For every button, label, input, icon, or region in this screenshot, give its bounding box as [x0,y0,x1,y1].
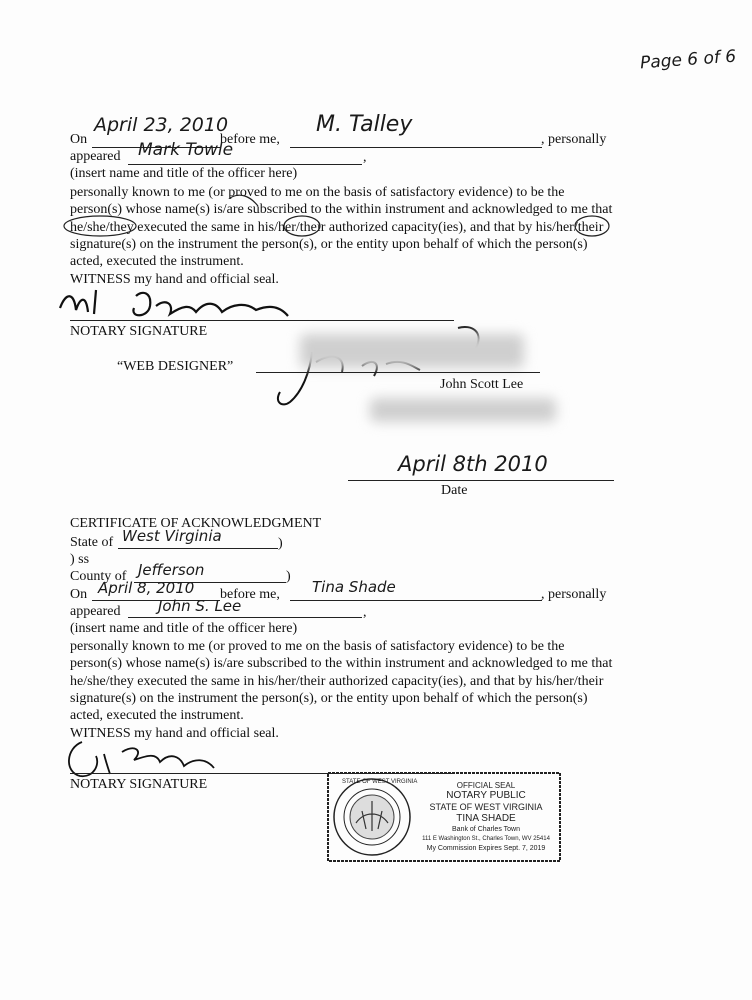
ack1-officer-handwritten: M. Talley [316,112,413,137]
seal-line: 111 E Washington St., Charles Town, WV 25414 [422,836,550,842]
cert-body-line: he/she/they executed the same in his/her/their authorized capacity(ies), and that by his/her/their [70,674,604,689]
cert-date-handwritten: April 8, 2010 [98,579,195,597]
redacted-signature [300,334,524,368]
cert-appeared-label: appeared [70,604,121,619]
seal-line: NOTARY PUBLIC [446,790,526,801]
cert-county-label: County of [70,569,127,584]
cert-on-label: On [70,587,88,602]
designer-signature-line [256,372,540,373]
notary-signature-label-1: NOTARY SIGNATURE [70,324,208,339]
cert-insert-note: (insert name and title of the officer here) [70,621,298,636]
cert-body-line: person(s) whose name(s) is/are subscribed to the within instrument and acknowledged to me that [70,656,613,671]
web-designer-label: “WEB DESIGNER” [117,359,234,374]
ack1-appeared-label: appeared [70,149,121,164]
cert-state-line [118,548,278,549]
cert-officer-line [290,600,542,601]
cert-personally: , personally [541,587,607,602]
ack1-appeared-handwritten: Mark Towle [138,140,234,160]
ack1-body-line: personally known to me (or proved to me on the basis of satisfactory evidence) to be the [70,185,565,200]
ack1-before-me: before me, [220,132,280,147]
seal-line: My Commission Expires Sept. 7, 2019 [426,845,546,852]
ack1-body-line: he/she/they executed the same in his/her/their authorized capacity(ies), and that by his/her/their [70,220,604,235]
ack1-witness: WITNESS my hand and official seal. [70,272,279,287]
notary-signature-line-1 [70,320,454,321]
seal-line: Bank of Charles Town [452,826,520,833]
cert-appeared-line [128,617,362,618]
cert-body-line: signature(s) on the instrument the person(s), or the entity upon behalf of which the person(s) [70,691,588,706]
designer-date-handwritten: April 8th 2010 [398,452,548,476]
ack1-date-handwritten: April 23, 2010 [94,114,229,136]
cert-appeared-comma: , [363,605,367,620]
seal-line: STATE OF WEST VIRGINIA [429,802,543,812]
designer-printed-name: John Scott Lee [440,377,524,392]
cert-ss-label: ) ss [70,552,90,567]
ack1-appeared-comma: , [363,150,367,165]
cert-witness: WITNESS my hand and official seal. [70,726,279,741]
notary-signature-label-2: NOTARY SIGNATURE [70,777,208,792]
cert-appeared-handwritten: John S. Lee [158,597,242,615]
ack1-body-line: person(s) whose name(s) is/are subscribed to the within instrument and acknowledged to me that [70,202,613,217]
cert-body-line: acted, executed the instrument. [70,708,244,723]
cert-county-handwritten: Jefferson [138,561,205,579]
cert-body-line: personally known to me (or proved to me on the basis of satisfactory evidence) to be the [70,639,565,654]
redacted-address [370,398,556,422]
seal-line: TINA SHADE [456,813,516,824]
cert-county-paren: ) [286,569,291,584]
ack1-body-line: acted, executed the instrument. [70,254,244,269]
notary-signature-scrawl [56,288,296,328]
page-number-note: Page 6 of 6 [639,46,737,74]
cert-state-paren: ) [278,536,283,551]
certificate-heading: CERTIFICATE OF ACKNOWLEDGMENT [70,516,322,531]
designer-date-line [348,480,614,481]
notary-seal-stamp [326,771,562,863]
ack1-personally: , personally [541,132,607,147]
cert-officer-handwritten: Tina Shade [312,578,396,596]
ack1-on-label: On [70,132,88,147]
seal-line: OFFICIAL SEAL [456,781,516,790]
cert-before-me: before me, [220,587,280,602]
seal-ring-text: STATE OF WEST VIRGINIA [342,779,418,785]
designer-date-label: Date [441,483,468,498]
cert-state-label: State of [70,535,114,550]
ack1-body-line: signature(s) on the instrument the person(s), or the entity upon behalf of which the person(s) [70,237,588,252]
cert-state-handwritten: West Virginia [122,527,222,545]
ack1-insert-note: (insert name and title of the officer here) [70,166,298,181]
